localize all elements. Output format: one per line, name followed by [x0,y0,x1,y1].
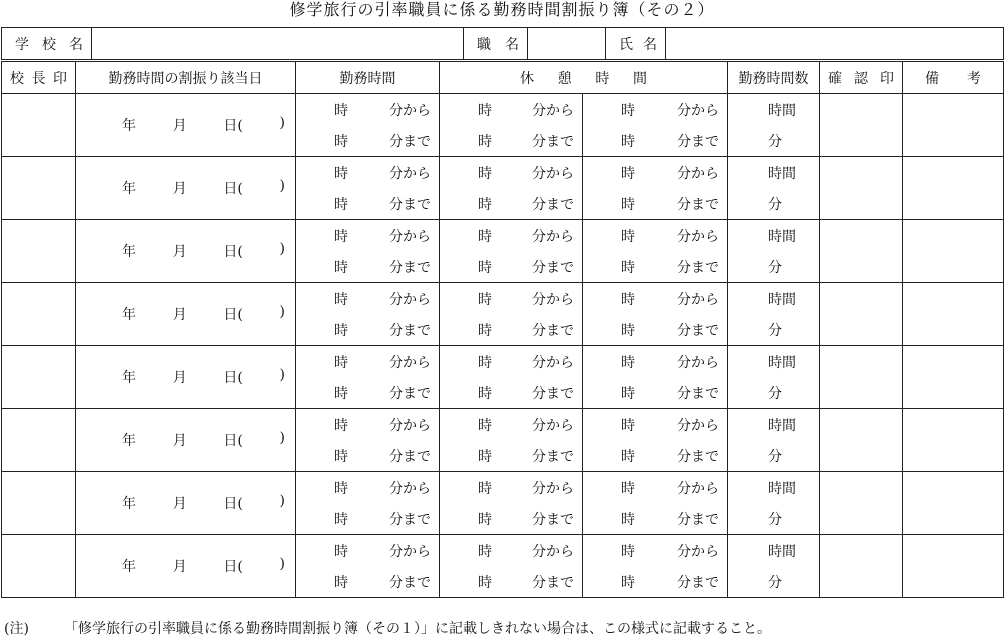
rest2-start-cell[interactable]: 時 分から [583,409,728,441]
hours-cell[interactable]: 時間 [728,157,820,189]
work-start-cell[interactable]: 時 分から [296,409,440,441]
remarks-cell[interactable] [903,346,1004,409]
date-cell[interactable]: 年 月 日( ) [76,409,296,472]
rest1-end-cell[interactable]: 時 分まで [440,377,583,409]
minutes-cell[interactable]: 分 [728,440,820,472]
staff-name-field[interactable] [666,28,1004,60]
col-principal-seal: 校長印 [2,62,76,94]
work-end-cell[interactable]: 時 分まで [296,188,440,220]
minutes-cell[interactable]: 分 [728,251,820,283]
rest1-start-cell[interactable]: 時 分から [440,346,583,378]
col-work-time: 勤務時間 [296,62,440,94]
rest1-start-cell[interactable]: 時 分から [440,220,583,252]
schedule-row [2,283,1004,315]
rest2-end-cell[interactable]: 時 分まで [583,440,728,472]
work-end-cell[interactable]: 時 分まで [296,440,440,472]
work-end-cell[interactable]: 時 分まで [296,566,440,598]
position-label: 職名 [464,28,528,60]
rest1-end-cell[interactable]: 時 分まで [440,503,583,535]
hours-cell[interactable]: 時間 [728,472,820,504]
minutes-cell[interactable]: 分 [728,125,820,157]
schedule-row [2,535,1004,567]
footnote-prefix: (注) [4,621,29,637]
school-name-label: 学校名 [2,28,92,60]
date-cell[interactable]: 年 月 日( ) [76,346,296,409]
confirm-seal-cell[interactable] [820,409,903,472]
minutes-cell[interactable]: 分 [728,188,820,220]
remarks-cell[interactable] [903,283,1004,346]
work-end-cell[interactable]: 時 分まで [296,377,440,409]
schedule-table [1,61,1004,598]
principal-seal-cell[interactable] [2,409,76,472]
remarks-cell[interactable] [903,220,1004,283]
principal-seal-cell[interactable] [2,346,76,409]
minutes-cell[interactable]: 分 [728,377,820,409]
work-start-cell[interactable]: 時 分から [296,535,440,567]
confirm-seal-cell[interactable] [820,220,903,283]
confirm-seal-cell[interactable] [820,472,903,535]
work-start-cell[interactable]: 時 分から [296,220,440,252]
rest2-end-cell[interactable]: 時 分まで [583,251,728,283]
principal-seal-cell[interactable] [2,472,76,535]
rest1-start-cell[interactable]: 時 分から [440,283,583,315]
principal-seal-cell[interactable] [2,157,76,220]
remarks-cell[interactable] [903,94,1004,157]
work-end-cell[interactable]: 時 分まで [296,125,440,157]
rest2-start-cell[interactable]: 時 分から [583,472,728,504]
date-cell[interactable]: 年 月 日( ) [76,220,296,283]
footnote-text: 「修学旅行の引率職員に係る勤務時間割振り簿（その１）」に記載しきれない場合は、この様式に記載すること。 [64,621,771,637]
rest2-start-cell[interactable]: 時 分から [583,157,728,189]
work-end-cell[interactable]: 時 分まで [296,503,440,535]
col-remarks: 備考 [903,62,1004,94]
rest2-start-cell[interactable]: 時 分から [583,283,728,315]
remarks-cell[interactable] [903,409,1004,472]
work-start-cell[interactable]: 時 分から [296,94,440,126]
rest1-start-cell[interactable]: 時 分から [440,472,583,504]
date-cell[interactable]: 年 月 日( ) [76,283,296,346]
column-header-row [2,62,1004,94]
rest1-start-cell[interactable]: 時 分から [440,157,583,189]
confirm-seal-cell[interactable] [820,535,903,598]
schedule-row [2,157,1004,189]
col-hours-count: 勤務時間数 [728,62,820,94]
rest2-end-cell[interactable]: 時 分まで [583,125,728,157]
hours-cell[interactable]: 時間 [728,94,820,126]
principal-seal-cell[interactable] [2,535,76,598]
hours-cell[interactable]: 時間 [728,409,820,441]
rest2-end-cell[interactable]: 時 分まで [583,503,728,535]
work-end-cell[interactable]: 時 分まで [296,314,440,346]
remarks-cell[interactable] [903,472,1004,535]
work-start-cell[interactable]: 時 分から [296,346,440,378]
confirm-seal-cell[interactable] [820,346,903,409]
rest2-end-cell[interactable]: 時 分まで [583,188,728,220]
confirm-seal-cell[interactable] [820,283,903,346]
schedule-row [2,409,1004,441]
position-field[interactable] [528,28,606,60]
schedule-row [2,220,1004,252]
principal-seal-cell[interactable] [2,94,76,157]
page-title: 修学旅行の引率職員に係る勤務時間割振り簿（その２） [289,0,715,19]
rest2-start-cell[interactable]: 時 分から [583,535,728,567]
schedule-row [2,472,1004,504]
rest1-end-cell[interactable]: 時 分まで [440,566,583,598]
schedule-row [2,94,1004,126]
rest2-end-cell[interactable]: 時 分まで [583,314,728,346]
col-rest-time: 休憩時間 [440,62,728,94]
remarks-cell[interactable] [903,157,1004,220]
footnote [4,620,1004,639]
hours-cell[interactable]: 時間 [728,535,820,567]
rest1-start-cell[interactable]: 時 分から [440,409,583,441]
rest2-start-cell[interactable]: 時 分から [583,94,728,126]
header-table [1,27,1004,60]
col-date: 勤務時間の割振り該当日 [76,62,296,94]
col-confirm-seal: 確認印 [820,62,903,94]
principal-seal-cell[interactable] [2,220,76,283]
rest1-end-cell[interactable]: 時 分まで [440,440,583,472]
rest1-start-cell[interactable]: 時 分から [440,535,583,567]
staff-name-label: 氏名 [606,28,666,60]
rest2-start-cell[interactable]: 時 分から [583,220,728,252]
rest1-end-cell[interactable]: 時 分まで [440,314,583,346]
minutes-cell[interactable]: 分 [728,314,820,346]
minutes-cell[interactable]: 分 [728,566,820,598]
date-cell[interactable]: 年 月 日( ) [76,157,296,220]
principal-seal-cell[interactable] [2,283,76,346]
work-end-cell[interactable]: 時 分まで [296,251,440,283]
work-start-cell[interactable]: 時 分から [296,157,440,189]
schedule-row [2,346,1004,378]
school-name-field[interactable] [92,28,464,60]
hours-cell[interactable]: 時間 [728,220,820,252]
work-start-cell[interactable]: 時 分から [296,472,440,504]
rest1-end-cell[interactable]: 時 分まで [440,251,583,283]
rest1-end-cell[interactable]: 時 分まで [440,188,583,220]
rest1-end-cell[interactable]: 時 分まで [440,125,583,157]
work-start-cell[interactable]: 時 分から [296,283,440,315]
rest2-end-cell[interactable]: 時 分まで [583,566,728,598]
minutes-cell[interactable]: 分 [728,503,820,535]
rest2-end-cell[interactable]: 時 分まで [583,377,728,409]
confirm-seal-cell[interactable] [820,157,903,220]
remarks-cell[interactable] [903,535,1004,598]
rest2-start-cell[interactable]: 時 分から [583,346,728,378]
hours-cell[interactable]: 時間 [728,283,820,315]
hours-cell[interactable]: 時間 [728,346,820,378]
date-cell[interactable]: 年 月 日( ) [76,94,296,157]
date-cell[interactable]: 年 月 日( ) [76,472,296,535]
confirm-seal-cell[interactable] [820,94,903,157]
date-cell[interactable]: 年 月 日( ) [76,535,296,598]
rest1-start-cell[interactable]: 時 分から [440,94,583,126]
